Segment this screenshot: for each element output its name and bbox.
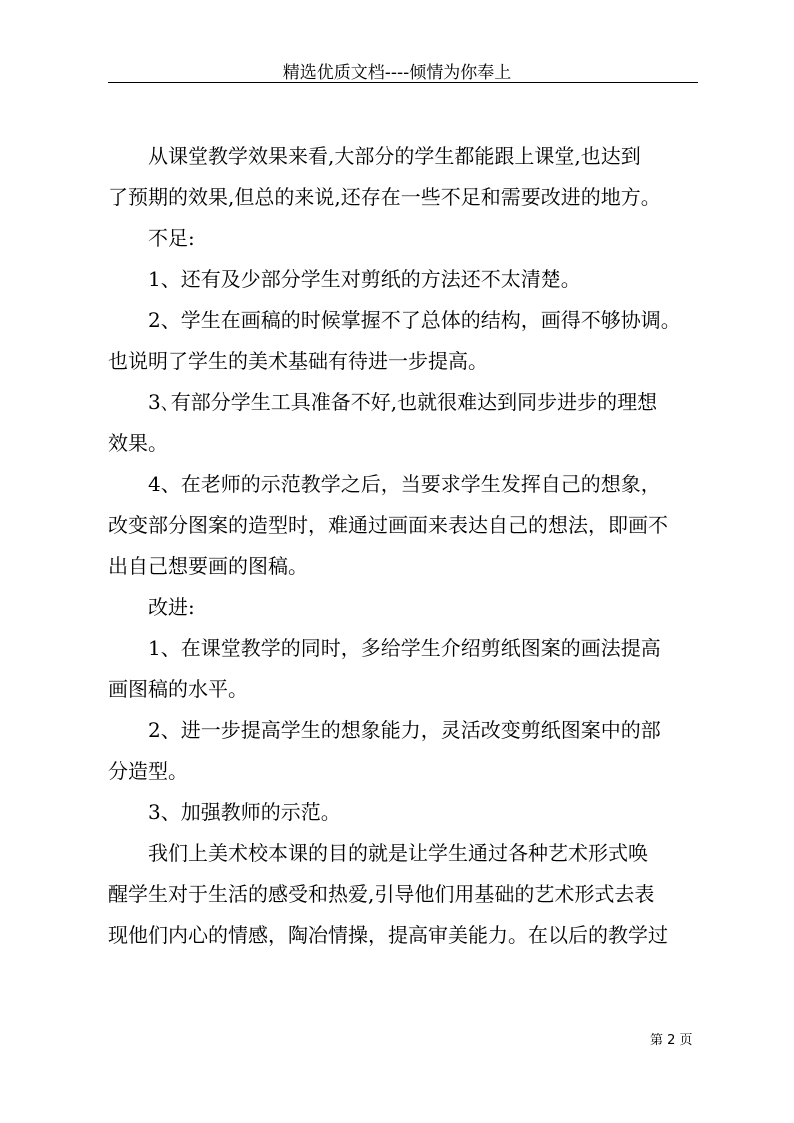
paragraph-line: 3､有部分学生工具准备不好,也就很难达到同步进步的理想 [148,390,658,414]
paragraph-line: 2、进一步提高学生的想象能力，灵活改变剪纸图案中的部 [148,718,661,742]
paragraph-line: 1、在课堂教学的同时，多给学生介绍剪纸图案的画法提高 [148,636,661,660]
body-text [108,138,700,958]
header-divider [108,82,698,83]
paragraph-line: 现他们内心的情感，陶冶情操，提高审美能力。在以后的教学过 [108,923,668,947]
paragraph-line: 我们上美术校本课的目的就是让学生通过各种艺术形式唤 [148,841,648,865]
section-heading: 不足: [148,226,195,250]
paragraph-line: 改变部分图案的造型时，难通过画面来表达自己的想法，即画不 [108,513,668,537]
paragraph-line: 出自己想要画的图稿。 [108,554,308,578]
paragraph-line: 画图稿的水平。 [108,677,248,701]
paragraph-line: 也说明了学生的美术基础有待进一步提高。 [108,349,488,373]
paragraph-line: 1、还有及少部分学生对剪纸的方法还不太清楚。 [148,267,581,291]
paragraph-line: 3、加强教师的示范。 [148,800,341,824]
paragraph-line: 效果。 [108,431,168,455]
section-heading: 改进: [148,595,195,619]
page-header: 精选优质文档----倾情为你奉上 [282,63,512,83]
paragraph-line: 4、在老师的示范教学之后，当要求学生发挥自己的想象， [148,472,661,496]
page-number: 第 2 页 [650,1033,693,1048]
paragraph-line: 2、学生在画稿的时候掌握不了总体的结构，画得不够协调。 [148,308,681,332]
paragraph-line: 从课堂教学效果来看,大部分的学生都能跟上课堂,也达到 [148,144,641,168]
paragraph-line: 醒学生对于生活的感受和热爱,引导他们用基础的艺术形式去表 [108,882,655,906]
paragraph-line: 了预期的效果,但总的来说,还存在一些不足和需要改进的地方。 [108,185,661,209]
paragraph-line: 分造型。 [108,759,188,783]
